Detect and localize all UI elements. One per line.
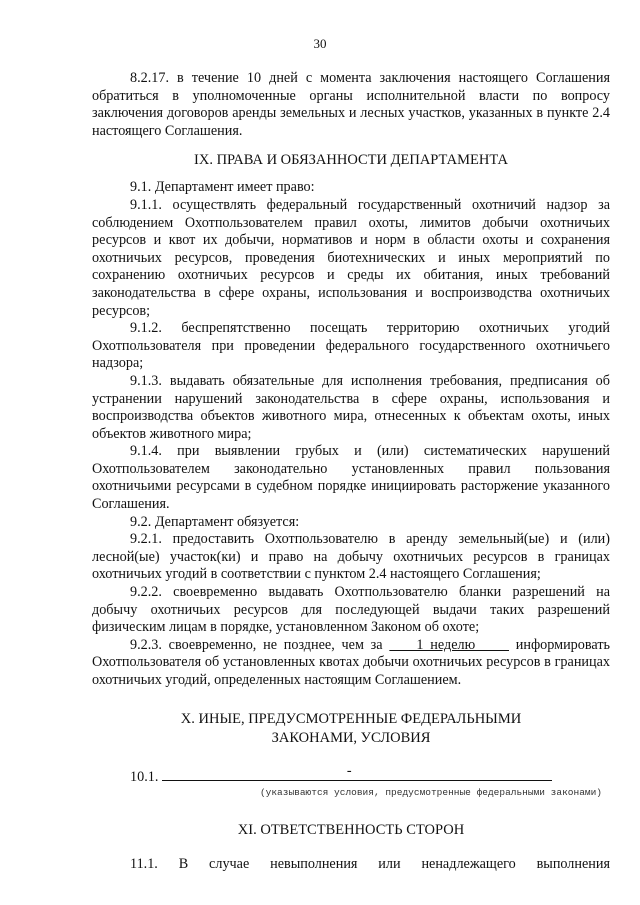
section-heading-x-line2: ЗАКОНАМИ, УСЛОВИЯ [271,729,431,746]
paragraph-9-2-3-start: 9.2.3. своевременно, не позднее, чем за [130,636,390,653]
paragraph-11-1: 11.1. В случае невыполнения или ненадлежащего выполнения [130,856,610,873]
paragraph-9-1-4: 9.1.4. при выявлении грубых и (или) систематических нарушений Охотпользователем законодательно установленных правил пользования охотничьими ресурсами в судебном порядке инициировать расторжение указанного Соглашения. [92,443,610,513]
paragraph-9-2-1: 9.2.1. предоставить Охотпользователю в аренду земельный(ые) и (или) лесной(ые) участок(ки) и право на добычу охотничьих ресурсов в границах охотничьих угодий в соответствии с пунктом 2.4 настоящего Соглашения; [92,531,610,583]
paragraph-9-2-3-end: информировать Охотпользователя об установленных квотах добычи охотничьих ресурсов в границах охотничьих угодий, определенных настоящим Соглашением. [92,636,610,688]
section-heading-x [92,710,610,748]
conditions-fill-value: - [346,763,352,779]
section-heading-ix: IX. ПРАВА И ОБЯЗАННОСТИ ДЕПАРТАМЕНТА [194,152,508,169]
paragraph-10-1-label: 10.1. [130,768,159,785]
paragraph-9-1-2: 9.1.2. беспрепятственно посещать территорию охотничьих угодий Охотпользователя при проведении федерального государственного охотничьего надзора; [92,320,610,372]
paragraph-9-2-2: 9.2.2. своевременно выдавать Охотпользователю бланки разрешений на добычу охотничьих ресурсов для последующей выдачи таких разрешений физическим лицам в порядке, установленном Законом об охоте; [92,584,610,636]
paragraph-10-1 [92,763,610,787]
section-heading-xi: XI. ОТВЕТСТВЕННОСТЬ СТОРОН [237,822,465,839]
section-heading-x-line1: X. ИНЫЕ, ПРЕДУСМОТРЕННЫЕ ФЕДЕРАЛЬНЫМИ [180,710,522,727]
paragraph-9-1-1: 9.1.1. осуществлять федеральный государственный охотничий надзор за соблюдением Охотпользователем правил охоты, лимитов добычи охотничьих ресурсов и квот их добычи, нормативов и норм в области охоты и сохранения охотничьих ресурсов, проведения биотехнических и иных мероприятий по сохранению охотничьих ресурсов и среды их обитания, иных требований законодательства в сфере охраны, использования и воспроизводства охотничьих ресурсов; [92,196,610,319]
conditions-fill-line [162,763,552,781]
conditions-hint: (указываются условия, предусмотренные федеральными законами) [259,787,602,799]
page-number: 30 [313,36,327,51]
paragraph-9-2: 9.2. Департамент обязуется: [130,513,300,530]
paragraph-9-2-3 [92,637,610,690]
notice-period-fill: 1 неделю [389,636,509,653]
paragraph-9-1-3: 9.1.3. выдавать обязательные для исполнения требования, предписания об устранении нарушений законодательства в сфере охраны, использования и воспроизводства объектов животного мира, отнесенных к объектам охоты, иных объектов животного мира; [92,372,610,442]
paragraph-9-1: 9.1. Департамент имеет право: [130,179,315,196]
paragraph-8-2-17: 8.2.17. в течение 10 дней с момента заключения настоящего Соглашения обратиться в уполномоченные органы исполнительной власти по вопросу заключения договоров аренды земельных и лесных участков, указанных в пункте 2.4 настоящего Соглашения. [92,70,610,139]
document-body [92,70,610,874]
